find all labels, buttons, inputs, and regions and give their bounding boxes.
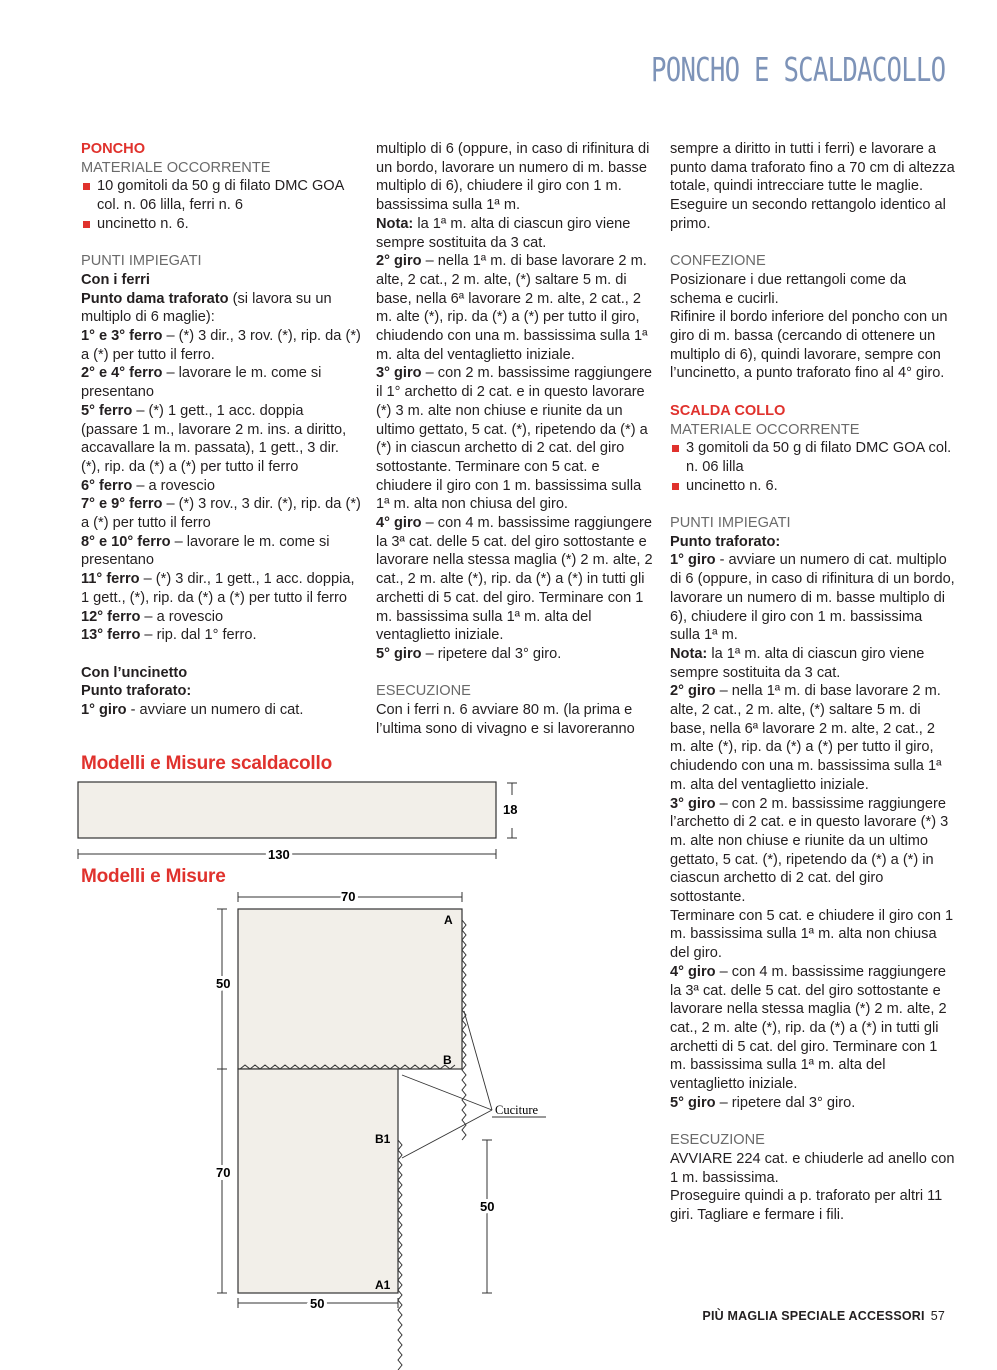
giro-text: – nella 1ª m. di base lavorare 2 m. alte, 2 cat., 2 m. alte, (*) saltare 5 m. di base, nella 6ª lavorare 2 m. alte, 2 cat., 2 m. alte (*), rip. da (*) a (*) per tutto il giro, chiudendo con una m. bassissima sulla 1ª m. alta del ventaglietto iniziale.: [376, 253, 648, 363]
scaldacollo-title: SCALDA COLLO: [670, 402, 786, 419]
nota-text: la 1ª m. alta di ciascun giro viene sempre sostituita da 3 cat.: [376, 215, 631, 251]
row-text: – (*) 3 dir., 1 gett., 1 acc. doppia, 1 gett., (*), rip. da (*) a (*) per tutto il ferro: [81, 571, 355, 606]
row-text: – a rovescio: [140, 608, 224, 625]
seam-zigzag-right-upper: [462, 920, 466, 1140]
scaldacollo-rectangle: [78, 782, 496, 838]
scaldacollo-execution-heading: ESECUZIONE: [670, 1132, 765, 1149]
point-label-a1: A1: [375, 1278, 391, 1292]
giro-text: - avviare un numero di cat.: [126, 702, 304, 719]
poncho-material-item: uncinetto n. 6.: [81, 215, 361, 234]
giro-label: 1° giro: [81, 702, 127, 719]
poncho-stitches-heading: PUNTI IMPIEGATI: [81, 253, 202, 270]
scaldacollo-width-label: 130: [268, 847, 290, 862]
giro-text: – con 2 m. bassissime raggiungere l’archetto di 2 cat. e in questo lavorare (*) 3 m. alte non chiuse e riunite da un ultimo gettato, 5 cat. (*), ripetendo da (*) a (*) in ciascun archetto di 2 cat. del giro sottostante.: [670, 795, 949, 906]
poncho-title: PONCHO: [81, 141, 146, 157]
giro-text: – con 4 m. bassissime raggiungere la 3ª cat. delle 5 cat. del giro sottostante e lavorare nella stessa maglia (*) 2 m. alte, 2 cat., 2 m. alte (*), rip. da (*) a (*) in tutti gli archetti di 5 cat. del giro. Terminare con 1 m. bassissima sulla 1ª m. alta del ventaglietto iniziale.: [376, 515, 653, 644]
seams-label: Cuciture: [495, 1103, 539, 1117]
point-label-a: A: [444, 913, 453, 927]
poncho-lower-height-label: 70: [216, 1165, 231, 1180]
giro-text: – ripetere dal 3° giro.: [421, 645, 562, 662]
row-label: 5° ferro: [81, 402, 133, 419]
scaldacollo-material-item: 3 gomitoli da 50 g di filato DMC GOA col. n. 06 lilla: [670, 439, 955, 476]
giro-text: Terminare con 5 cat. e chiudere il giro con 1 m. bassissima sulla 1ª m. alta non chiusa del giro.: [670, 907, 954, 962]
execution-text-continued: sempre a diritto in tutti i ferri) e lavorare a punto dama traforato fino a 70 cm di altezza totale, quindi intrecciare tutte le maglie.: [670, 141, 955, 195]
row-text: – rip. dal 1° ferro.: [140, 627, 257, 644]
footer-text: PIÙ MAGLIA SPECIALE ACCESSORI: [702, 1309, 925, 1323]
giro-label: 2° giro: [670, 683, 716, 700]
giro-text: – nella 1ª m. di base lavorare 2 m. alte, 2 cat., 2 m. alte, (*) saltare 5 m. di base, nella 6ª lavorare 2 m. alte, 2 cat., 2 m. alte (*), rip. da (*) a (*) per tutto il giro, chiudendo con una m. bassissima sulla 1ª m. alta del ventaglietto iniziale.: [670, 683, 942, 793]
execution-text-second: Eseguire un secondo rettangolo identico al primo.: [670, 197, 946, 232]
row-label: 1° e 3° ferro: [81, 328, 163, 345]
page-number: 57: [930, 1309, 945, 1323]
poncho-upper-height-label: 50: [216, 976, 231, 991]
poncho-material-item: 10 gomitoli da 50 g di filato DMC GOA col. n. 06 lilla, ferri n. 6: [81, 177, 361, 214]
page-footer: [702, 1309, 945, 1323]
giro-text: – con 2 m. bassissime raggiungere il 1° archetto di 2 cat. e in questo lavorare (*) 3 m. alte non chiuse e riunite da un ultimo gettato, 5 cat. (*), ripetendo da (*) a (*) in ciascun archetto di 2 cat. del giro sottostante. Terminare con 5 cat. e chiudere il giro con 1 m. bassissima sulla 1ª m. alta non chiusa del giro.: [376, 365, 652, 513]
giro-label: 2° giro: [376, 253, 422, 270]
poncho-top-width-label: 70: [341, 889, 356, 904]
poncho-diagram-title: Modelli e Misure: [81, 866, 226, 887]
row-label: 13° ferro: [81, 627, 141, 644]
nota-label: Nota:: [376, 215, 414, 232]
scaldacollo-material-item: uncinetto n. 6.: [670, 477, 955, 496]
execution-heading: ESECUZIONE: [376, 683, 471, 700]
dama-note: (si lavora su un multiplo di 6 maglie):: [81, 290, 332, 326]
row-text: – (*) 3 rov., 3 dir. (*), rip. da (*) a (*) per tutto il ferro: [81, 496, 361, 532]
giro-label: 5° giro: [376, 645, 422, 662]
page-header-title: PONCHO E SCALDACOLLO: [650, 50, 945, 89]
giro-label: 4° giro: [670, 963, 716, 980]
giro-text-continued: multiplo di 6 (oppure, in caso di rifinitura di un bordo, lavorare un numero di m. basse multiplo di 6), chiudere il giro con 1 m. bassissima sulla 1ª m.: [376, 141, 650, 214]
giro-label: 3° giro: [670, 795, 716, 812]
row-label: 11° ferro: [81, 571, 140, 588]
row-label: 7° e 9° ferro: [81, 496, 163, 513]
dama-title: Punto dama traforato: [81, 290, 229, 307]
scaldacollo-traforato-title: Punto traforato:: [670, 533, 781, 550]
with-hook-heading: Con l’uncinetto: [81, 664, 188, 681]
giro-text: - avviare un numero di cat. multiplo di 6 (oppure, in caso di rifinitura di un bordo, lavorare un numero di m. basse multiplo di 6), chiudere il giro con 1 m. bassissima sulla 1ª m.: [670, 552, 955, 644]
giro-label: 4° giro: [376, 515, 422, 532]
with-needles-heading: Con i ferri: [81, 271, 150, 288]
scaldacollo-execution-text: Proseguire quindi a p. traforato per altri 11 giri. Tagliare e fermare i fili.: [670, 1188, 943, 1224]
row-label: 6° ferro: [81, 477, 133, 494]
giro-label: 5° giro: [670, 1094, 716, 1111]
row-text: – (*) 1 gett., 1 acc. doppia (passare 1 m., lavorare 2 m. ins. a diritto, accavallare la m. passata), 1 gett., 3 dir. (*), rip. da (*) a (*) per tutto il ferro: [81, 402, 347, 475]
poncho-inner-height-label: 50: [480, 1199, 495, 1214]
row-label: 8° e 10° ferro: [81, 533, 171, 550]
giro-text: – con 4 m. bassissime raggiungere la 3ª cat. delle 5 cat. del giro sottostante e lavorare nella stessa maglia (*) 2 m. alte, 2 cat., 2 m. alte (*), rip. da (*) a (*) in tutti gli archetti di 5 cat. del giro. Terminare con 1 m. bassissima sulla 1ª m. alta del ventaglietto iniziale.: [670, 963, 947, 1093]
scaldacollo-stitches-heading: PUNTI IMPIEGATI: [670, 515, 791, 532]
scaldacollo-materials-heading: MATERIALE OCCORRENTE: [670, 421, 860, 438]
poncho-left-dimension: [217, 909, 227, 1293]
poncho-lower-rectangle: [238, 1069, 398, 1293]
poncho-bottom-width-label: 50: [310, 1296, 325, 1311]
confection-text: Rifinire il bordo inferiore del poncho con un giro di m. bassa (cercando di ottenere un multiplo di 6), quindi lavorare, sempre con l’uncinetto, a punto traforato fino al 4° giro.: [670, 309, 948, 382]
giro-label: 3° giro: [376, 365, 422, 382]
scaldacollo-execution-text: AVVIARE 224 cat. e chiuderle ad anello con 1 m. bassissima.: [670, 1150, 955, 1186]
poncho-inner-height-dimension: [480, 1140, 495, 1293]
poncho-upper-rectangle: [238, 909, 462, 1069]
scaldacollo-diagram-title: Modelli e Misure scaldacollo: [81, 753, 332, 774]
row-text: – lavorare le m. come si presentano: [81, 533, 330, 569]
row-text: – lavorare le m. come si presentano: [81, 365, 322, 401]
row-text: – (*) 3 dir., 3 rov. (*), rip. da (*) a (*) per tutto il ferro.: [81, 328, 361, 363]
giro-label: 1° giro: [670, 552, 716, 569]
confection-heading: CONFEZIONE: [670, 253, 766, 270]
row-label: 12° ferro: [81, 608, 141, 625]
nota-text: la 1ª m. alta di ciascun giro viene sempre sostituita da 3 cat.: [670, 645, 925, 681]
nota-label: Nota:: [670, 645, 708, 662]
poncho-materials-heading: MATERIALE OCCORRENTE: [81, 159, 271, 176]
traforato-title: Punto traforato:: [81, 683, 192, 700]
execution-text: Con i ferri n. 6 avviare 80 m. (la prima e l’ultima sono di vivagno e si lavoreranno: [376, 702, 635, 737]
point-label-b: B: [443, 1053, 452, 1067]
point-label-b1: B1: [375, 1132, 391, 1146]
confection-text: Posizionare i due rettangoli come da schema e cucirli.: [670, 271, 907, 307]
row-text: – a rovescio: [132, 477, 216, 494]
scaldacollo-height-label: 18: [503, 802, 518, 817]
row-label: 2° e 4° ferro: [81, 365, 163, 382]
seam-zigzag-right-lower: [398, 1140, 402, 1370]
giro-text: – ripetere dal 3° giro.: [715, 1094, 856, 1111]
